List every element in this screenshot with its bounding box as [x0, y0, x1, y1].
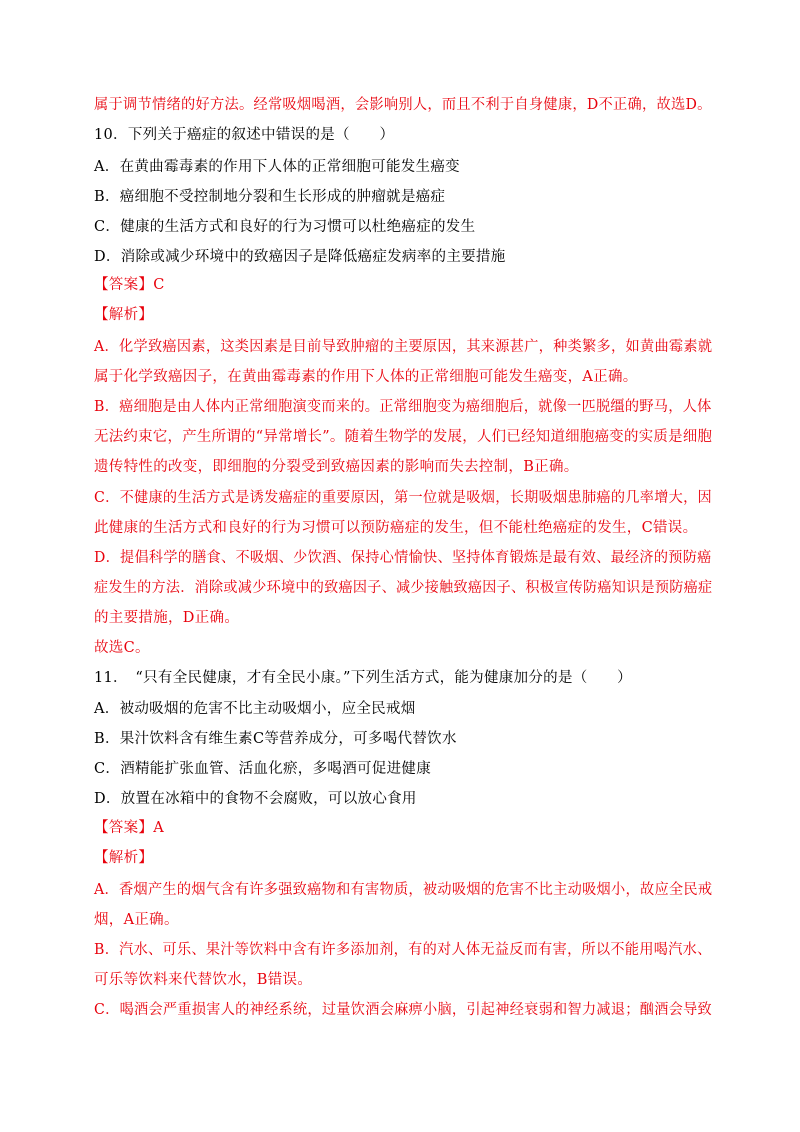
text-line: 症发生的方法．消除或减少环境中的致癌因子、减少接触致癌因子、积极宣传防癌知识是预防癌症 — [94, 580, 713, 596]
question-10-option-d: D．消除或减少环境中的致癌因子是降低癌症发病率的主要措施 — [94, 249, 506, 265]
text-line: B．汽水、可乐、果汁等饮料中含有许多添加剂，有的对人体无益反而有害，所以不能用喝汽水、 — [94, 942, 712, 958]
text-line: A．香烟产生的烟气含有许多强致癌物和有害物质，被动吸烟的危害不比主动吸烟小，故应全民戒 — [94, 882, 713, 898]
analysis-label: 【解析】 — [94, 850, 154, 866]
question-11-option-d: D．放置在冰箱中的食物不会腐败，可以放心食用 — [94, 791, 417, 807]
text-line: D．提倡科学的膳食、不吸烟、少饮酒、保持心情愉快、坚持体育锻炼是最有效、最经济的预防癌 — [94, 550, 712, 566]
question-11-stem: 11． “只有全民健康，才有全民小康。”下列生活方式，能为健康加分的是（ ） — [94, 670, 632, 686]
question-10-stem: 10．下列关于癌症的叙述中错误的是（ ） — [94, 127, 395, 143]
text-line: C．喝酒会严重损害人的神经系统，过量饮酒会麻痹小脑，引起神经衰弱和智力减退；酗酒会导致 — [94, 1002, 712, 1018]
question-10-option-b: B．癌细胞不受控制地分裂和生长形成的肿瘤就是癌症 — [94, 189, 446, 205]
question-11-option-a: A．被动吸烟的危害不比主动吸烟小，应全民戒烟 — [94, 701, 416, 717]
text-line: 属于调节情绪的好方法。经常吸烟喝酒，会影响别人，而且不利于自身健康，D不正确，故选D。 — [94, 97, 712, 113]
question-10-option-c: C．健康的生活方式和良好的行为习惯可以杜绝癌症的发生 — [94, 219, 476, 235]
answer-label: 【答案】A — [94, 820, 164, 836]
analysis-label: 【解析】 — [94, 307, 154, 323]
question-10-option-a: A．在黄曲霉毒素的作用下人体的正常细胞可能发生癌变 — [94, 159, 460, 175]
text-line: 烟，A正确。 — [94, 912, 179, 928]
text-line: 无法约束它，产生所谓的“异常增长”。随着生物学的发展，人们已经知道细胞癌变的实质是细胞 — [94, 429, 713, 445]
text-line: 属于化学致癌因子，在黄曲霉毒素的作用下人体的正常细胞可能发生癌变，A正确。 — [94, 369, 638, 385]
question-11-option-c: C．酒精能扩张血管、活血化瘀，多喝酒可促进健康 — [94, 761, 431, 777]
text-line: 故选C。 — [94, 640, 150, 656]
text-line: C．不健康的生活方式是诱发癌症的重要原因，第一位就是吸烟，长期吸烟患肺癌的几率增大，因 — [94, 490, 712, 506]
text-line: B．癌细胞是由人体内正常细胞演变而来的。正常细胞变为癌细胞后，就像一匹脱缰的野马，人体 — [94, 399, 712, 415]
question-11-option-b: B．果汁饮料含有维生素C等营养成分，可多喝代替饮水 — [94, 731, 457, 747]
text-line: 此健康的生活方式和良好的行为习惯可以预防癌症的发生，但不能杜绝癌症的发生，C错误。 — [94, 520, 698, 536]
answer-label: 【答案】C — [94, 277, 165, 293]
text-line: 可乐等饮料来代替饮水，B错误。 — [94, 972, 313, 988]
text-line: A．化学致癌因素，这类因素是目前导致肿瘤的主要原因，其来源甚广，种类繁多，如黄曲霉素就 — [94, 339, 713, 355]
text-line: 的主要措施，D正确。 — [94, 610, 240, 626]
text-line: 遗传特性的改变，即细胞的分裂受到致癌因素的影响而失去控制，B正确。 — [94, 459, 579, 475]
